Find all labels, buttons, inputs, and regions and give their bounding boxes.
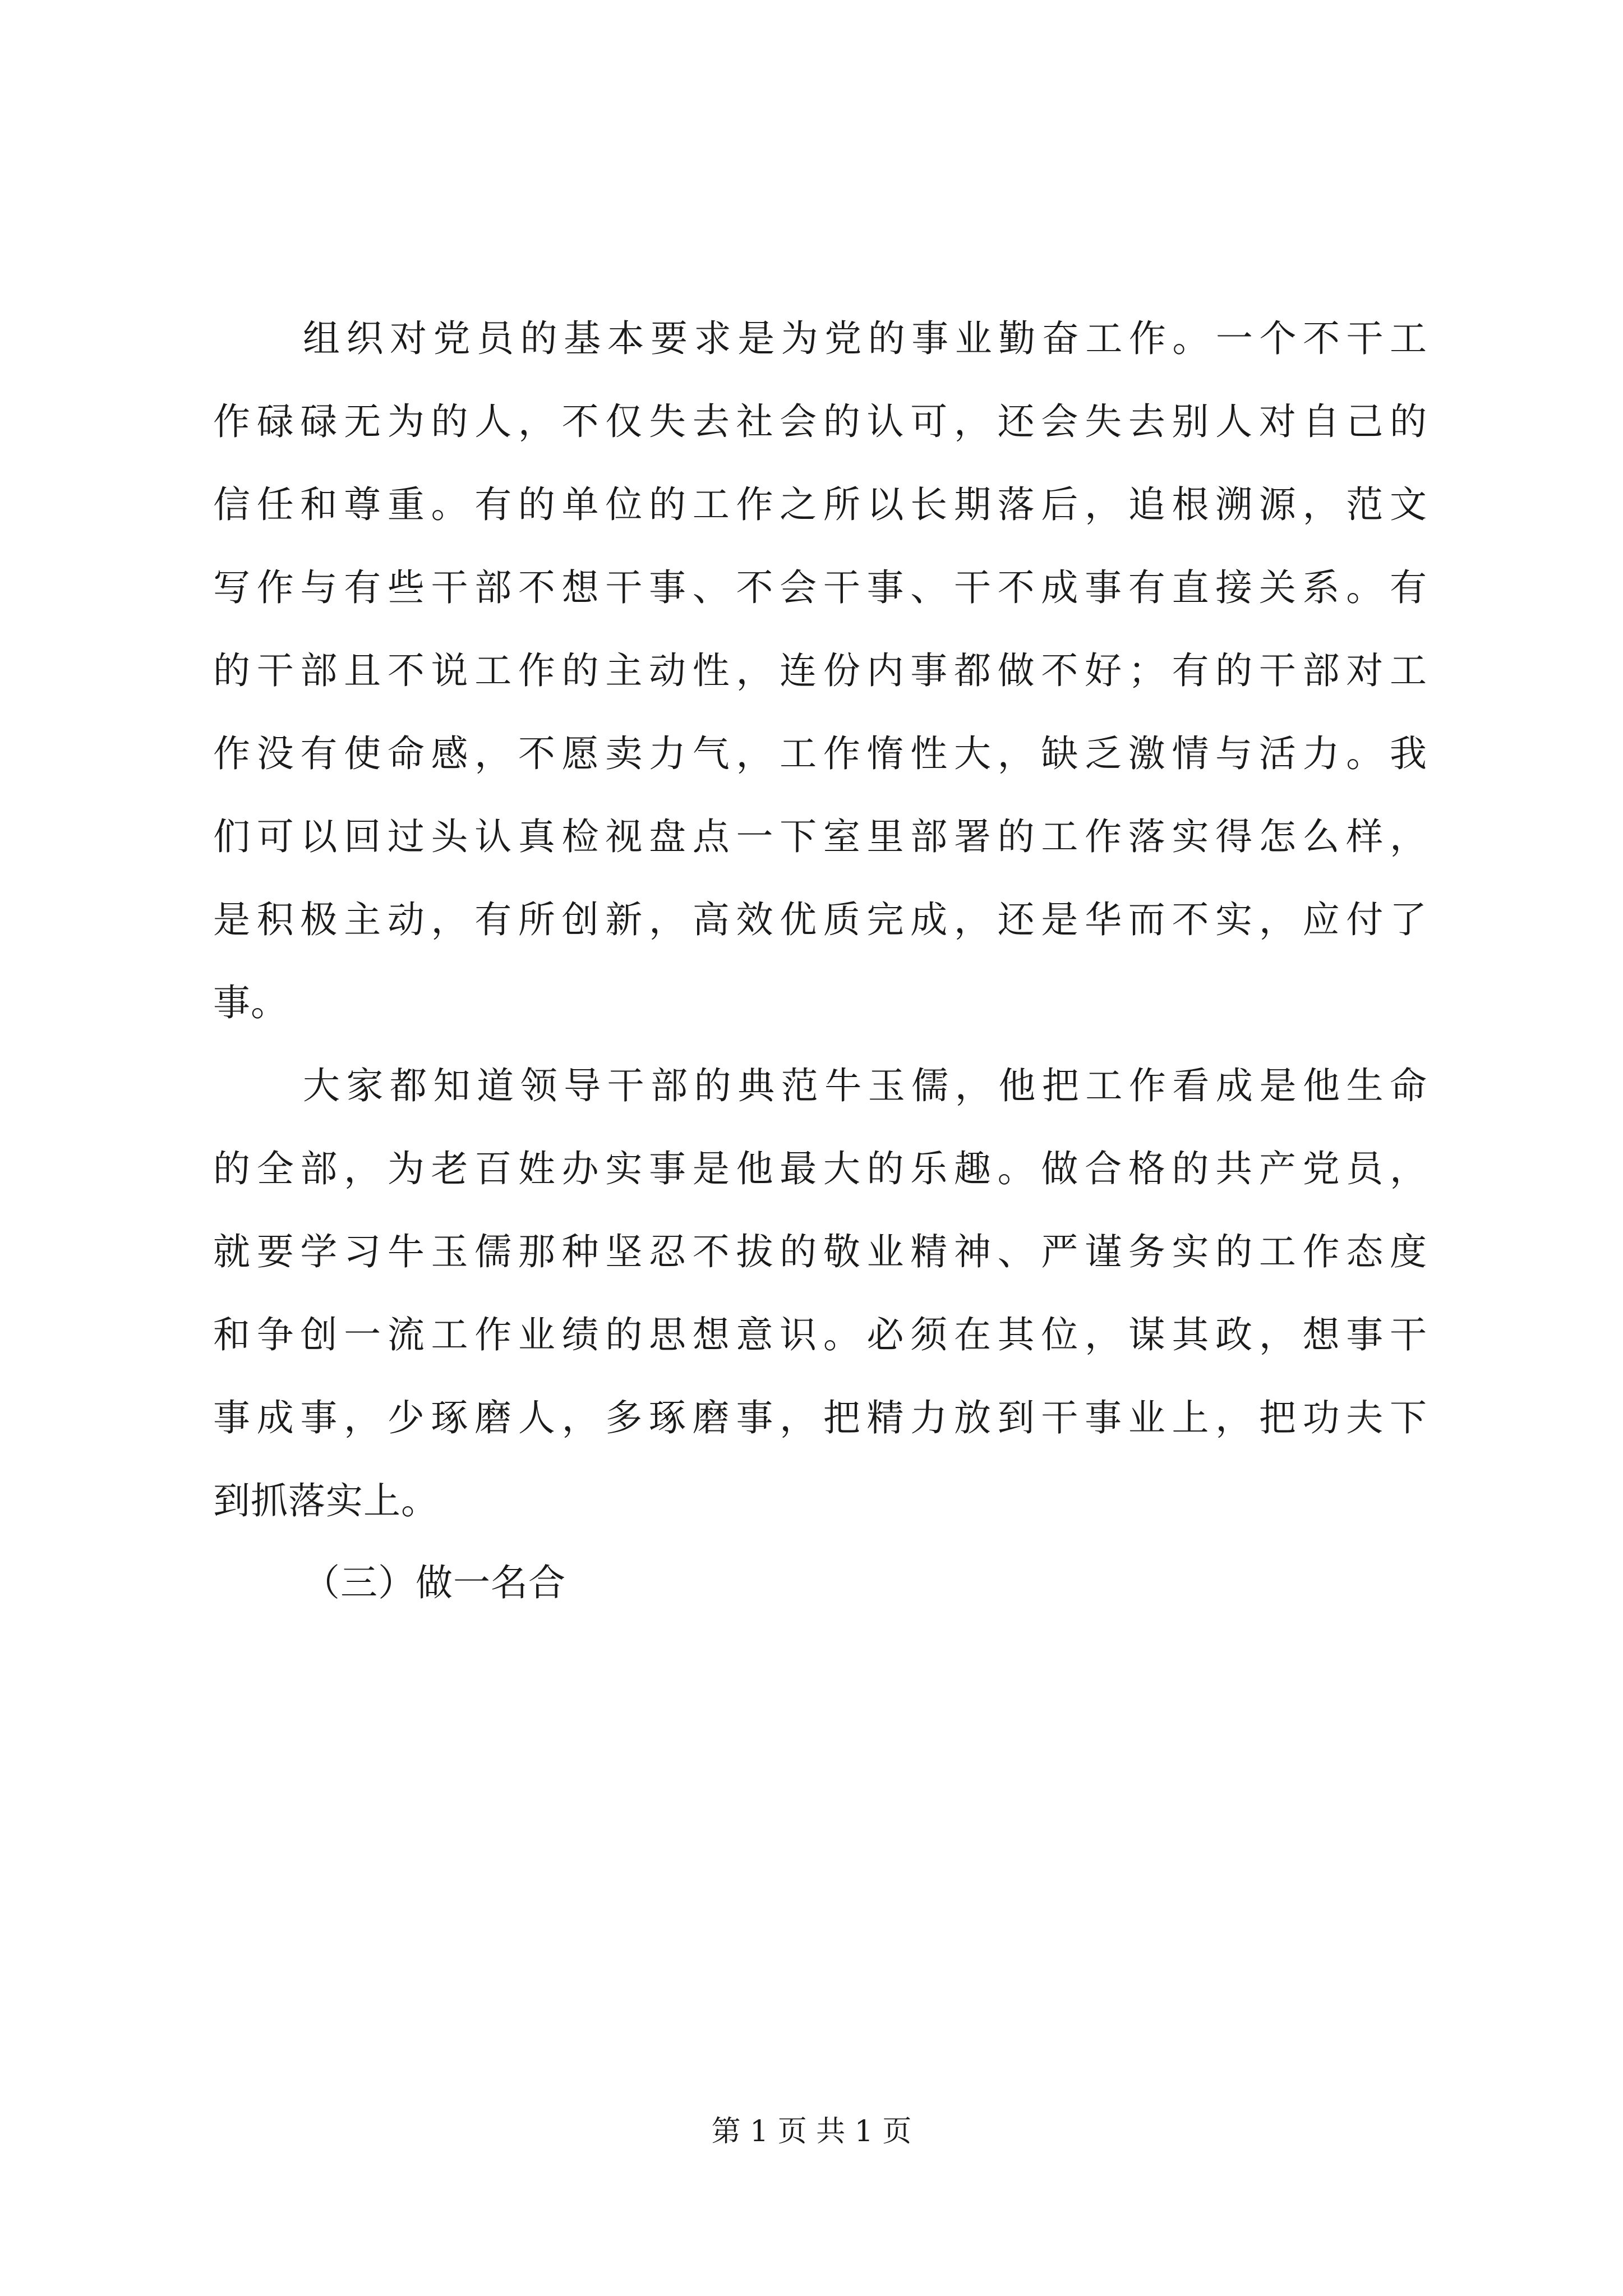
paragraph-1-line-6: 作没有使命感，不愿卖力气，工作惰性大，缺乏激情与活力。我 xyxy=(213,732,1433,775)
paragraph-2-line-3: 就要学习牛玉儒那种坚忍不拔的敬业精神、严谨务实的工作态度 xyxy=(213,1230,1433,1273)
section-heading: （三）做一名合 xyxy=(303,1561,566,1604)
paragraph-2-line-5: 事成事，少琢磨人，多琢磨事，把精力放到干事业上，把功夫下 xyxy=(213,1396,1433,1439)
paragraph-2-line-6: 到抓落实上。 xyxy=(213,1479,439,1522)
paragraph-1-line-8: 是积极主动，有所创新，高效优质完成，还是华而不实，应付了 xyxy=(213,898,1433,941)
paragraph-1-line-4: 写作与有些干部不想干事、不会干事、干不成事有直接关系。有 xyxy=(213,566,1433,609)
paragraph-1-line-2: 作碌碌无为的人，不仅失去社会的认可，还会失去别人对自己的 xyxy=(213,400,1433,443)
paragraph-2-line-4: 和争创一流工作业绩的思想意识。必须在其位，谋其政，想事干 xyxy=(213,1313,1433,1356)
paragraph-1-line-3: 信任和尊重。有的单位的工作之所以长期落后，追根溯源，范文 xyxy=(213,483,1433,526)
page-footer: 第 1 页 共 1 页 xyxy=(711,2115,912,2148)
paragraph-2-line-2: 的全部，为老百姓办实事是他最大的乐趣。做合格的共产党员， xyxy=(213,1147,1433,1190)
paragraph-1-line-7: 们可以回过头认真检视盘点一下室里部署的工作落实得怎么样， xyxy=(213,815,1433,858)
paragraph-1-line-9: 事。 xyxy=(213,981,288,1024)
paragraph-1-line-5: 的干部且不说工作的主动性，连份内事都做不好；有的干部对工 xyxy=(213,649,1433,692)
paragraph-2-line-1: 大家都知道领导干部的典范牛玉儒，他把工作看成是他生命 xyxy=(303,1064,1433,1107)
paragraph-1-line-1: 组织对党员的基本要求是为党的事业勤奋工作。一个不干工 xyxy=(303,317,1433,360)
